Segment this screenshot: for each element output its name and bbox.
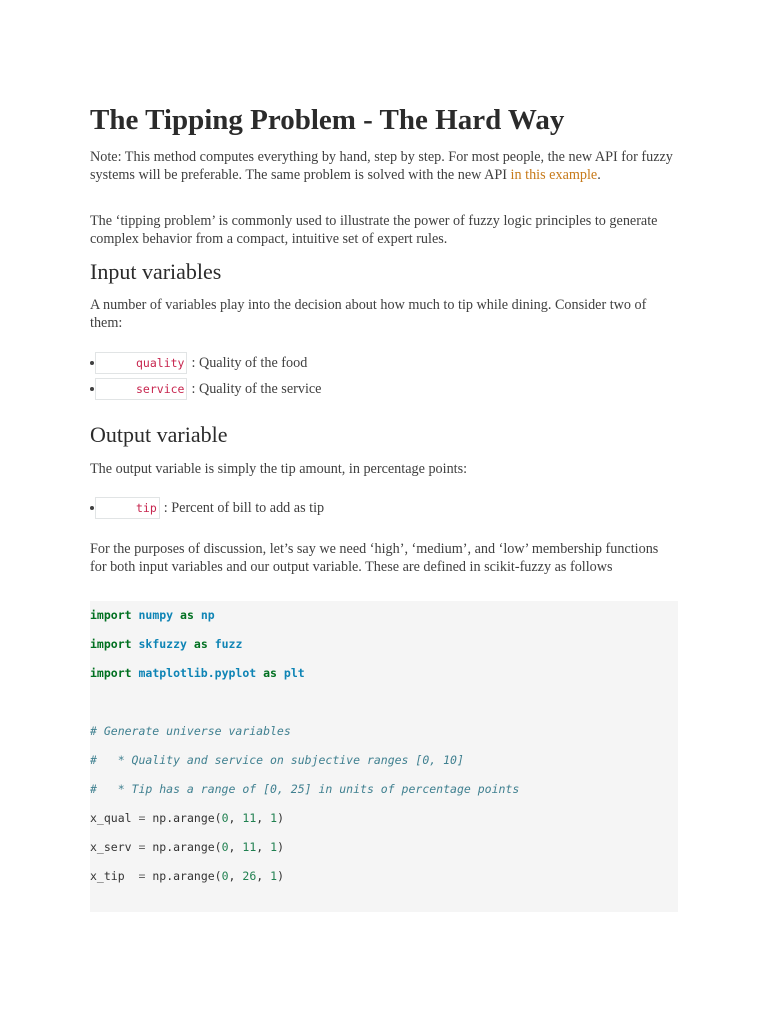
- input-variables-heading: Input variables: [90, 259, 222, 284]
- code-line: x_qual = np.arange(0, 11, 1): [90, 811, 284, 825]
- code-comment: # * Quality and service on subjective ranges [0, 10]: [90, 753, 464, 767]
- list-item: [90, 378, 321, 400]
- note-end: .: [597, 167, 601, 183]
- example-link[interactable]: in this example: [510, 167, 598, 183]
- bullet-icon: [90, 361, 94, 365]
- input-variables-text: A number of variables play into the decision about how much to tip while dining. Consider two of them:: [90, 297, 647, 331]
- code-comment: # Generate universe variables: [90, 724, 291, 738]
- list-item: [90, 497, 324, 519]
- code-comment: # * Tip has a range of [0, 25] in units of percentage points: [90, 782, 520, 796]
- list-item-desc: : Percent of bill to add as tip: [163, 499, 325, 516]
- code-block: [90, 601, 678, 912]
- code-line: x_tip = np.arange(0, 26, 1): [90, 869, 284, 883]
- list-item-desc: : Quality of the food: [191, 354, 308, 371]
- inline-code: quality: [95, 352, 187, 374]
- bullet-icon: [90, 506, 94, 510]
- list-item-desc: : Quality of the service: [191, 380, 322, 397]
- code-line: import matplotlib.pyplot as plt: [90, 666, 305, 680]
- note-paragraph: [90, 148, 678, 184]
- note-text: Note: This method computes everything by hand, step by step. For most people, the new API for fuzzy systems will be preferable. The same problem is solved with the new API: [90, 149, 673, 183]
- output-variable-text: The output variable is simply the tip amount, in percentage points:: [90, 461, 468, 477]
- output-variable-heading: Output variable: [90, 422, 228, 447]
- code-line: import skfuzzy as fuzz: [90, 637, 243, 651]
- page-title: The Tipping Problem - The Hard Way: [90, 104, 565, 136]
- inline-code: service: [95, 378, 187, 400]
- code-line: x_serv = np.arange(0, 11, 1): [90, 840, 284, 854]
- discussion-paragraph: For the purposes of discussion, let’s say we need ‘high’, ‘medium’, and ‘low’ membership functions for both input variables and our output variable. These are defined in scikit-fuzzy as follows: [90, 541, 659, 575]
- list-item: [90, 352, 307, 374]
- inline-code: tip: [95, 497, 160, 519]
- intro-paragraph: The ‘tipping problem’ is commonly used to illustrate the power of fuzzy logic principles to generate complex behavior from a compact, intuitive set of expert rules.: [90, 213, 658, 247]
- bullet-icon: [90, 387, 94, 391]
- code-line: import numpy as np: [90, 608, 215, 622]
